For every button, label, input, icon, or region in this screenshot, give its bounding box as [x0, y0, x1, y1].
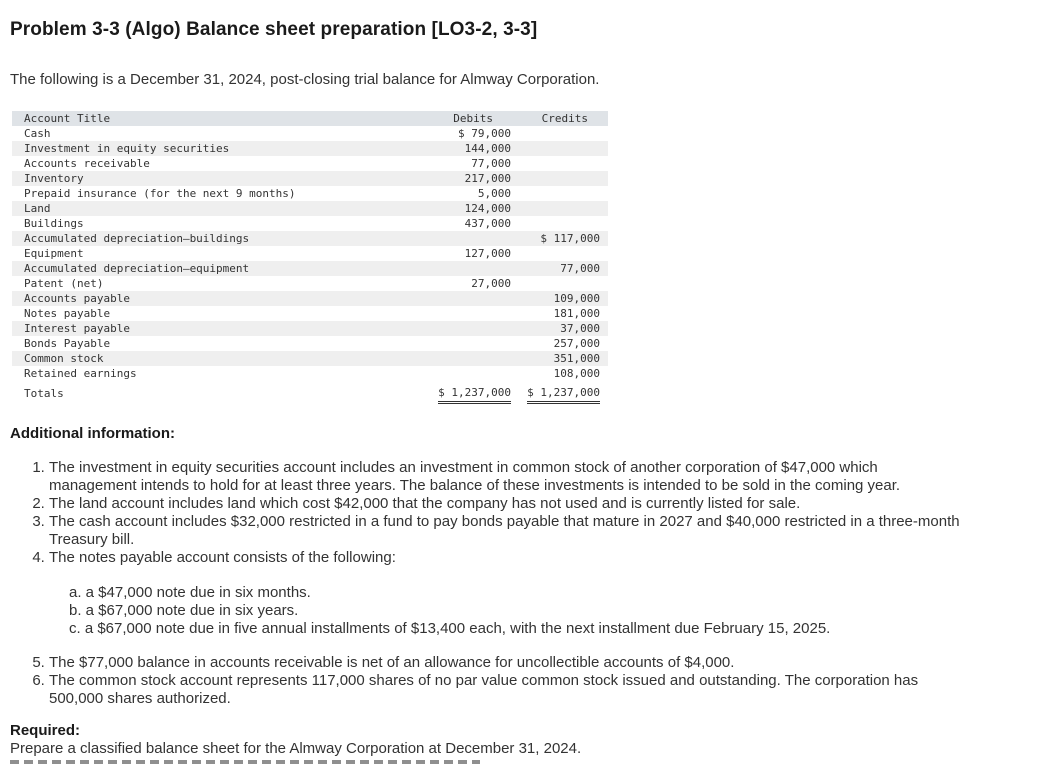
table-row: [12, 321, 608, 336]
table-row: [12, 201, 608, 216]
table-body: [12, 126, 608, 381]
credit-cell: 181,000: [553, 307, 600, 320]
table-row: [12, 306, 608, 321]
account-title-cell: Accounts receivable: [24, 157, 150, 170]
note-b: b. a $67,000 note due in six years.: [69, 602, 299, 619]
credit-cell: 109,000: [553, 292, 600, 305]
credit-cell: 257,000: [553, 337, 600, 350]
debit-cell: 144,000: [464, 142, 511, 155]
intro-text: The following is a December 31, 2024, post-closing trial balance for Almway Corporation.: [10, 71, 600, 88]
credit-cell: 77,000: [560, 262, 600, 275]
account-title-cell: Accounts payable: [24, 292, 130, 305]
account-title-cell: Buildings: [24, 217, 84, 230]
required-heading: Required:: [10, 722, 81, 739]
table-row: [12, 276, 608, 291]
debit-cell: 437,000: [464, 217, 511, 230]
info-item-4: [49, 549, 965, 638]
required-text: Prepare a classified balance sheet for the Almway Corporation at December 31, 2024.: [10, 740, 582, 757]
debit-cell: 5,000: [477, 187, 511, 200]
credit-cell: $ 117,000: [540, 232, 600, 245]
table-row: [12, 246, 608, 261]
account-title-cell: Inventory: [24, 172, 84, 185]
additional-info: [30, 459, 965, 708]
debit-cell: 77,000: [471, 157, 511, 170]
info-item-5: 5. The $77,000 balance in accounts receivable is net of an allowance for uncollectible accounts of $4,000.: [49, 654, 965, 672]
credit-cell: 37,000: [560, 322, 600, 335]
note-a: a. a $47,000 note due in six months.: [69, 584, 311, 601]
table-row: [12, 366, 608, 381]
header-debits: Debits: [453, 112, 493, 125]
info-item-2: 2. The land account includes land which cost $42,000 that the company has not used and is currently listed for sale.: [49, 495, 965, 513]
header-credits: Credits: [541, 112, 588, 125]
table-row: [12, 171, 608, 186]
debit-cell: 127,000: [464, 247, 511, 260]
credit-cell: 351,000: [553, 352, 600, 365]
totals-row: [12, 383, 608, 405]
debit-cell: 217,000: [464, 172, 511, 185]
account-title-cell: Land: [24, 202, 51, 215]
table-row: [12, 231, 608, 246]
info-item-4-text: The notes payable account consists of the following:: [49, 549, 396, 566]
table-row: [12, 291, 608, 306]
account-title-cell: Notes payable: [24, 307, 111, 320]
info-list: [30, 459, 965, 708]
trial-balance-table: [12, 111, 608, 405]
table-row: [12, 216, 608, 231]
account-title-cell: Common stock: [24, 352, 104, 365]
totals-credit: $ 1,237,000: [527, 385, 600, 404]
table-row: [12, 141, 608, 156]
account-title-cell: Patent (net): [24, 277, 104, 290]
table-row: [12, 261, 608, 276]
debit-cell: 27,000: [471, 277, 511, 290]
account-title-cell: Equipment: [24, 247, 84, 260]
table-header-row: [12, 111, 608, 126]
table-row: [12, 156, 608, 171]
note-c: c. a $67,000 note due in five annual installments of $13,400 each, with the next installment due February 15, 2025.: [69, 620, 831, 637]
account-title-cell: Interest payable: [24, 322, 130, 335]
account-title-cell: Accumulated depreciation—equipment: [24, 262, 250, 275]
header-account-title: Account Title: [24, 112, 111, 125]
account-title-cell: Accumulated depreciation—buildings: [24, 232, 250, 245]
account-title-cell: Cash: [24, 127, 51, 140]
account-title-cell: Bonds Payable: [24, 337, 111, 350]
table-row: [12, 186, 608, 201]
totals-label: Totals: [24, 387, 64, 400]
info-item-1: 1. The investment in equity securities account includes an investment in common stock of another corporation of $47,000 which management intends to hold for at least three years. The balance of these investments is intended to be sold in the coming year.: [49, 459, 965, 495]
table-row: [12, 126, 608, 141]
info-item-3: 3. The cash account includes $32,000 restricted in a fund to pay bonds payable that mature in 2027 and $40,000 restricted in a three-month Treasury bill.: [49, 513, 965, 549]
debit-cell: 124,000: [464, 202, 511, 215]
table-row: [12, 336, 608, 351]
notes-sublist: [49, 584, 965, 638]
truncated-text-line: [10, 760, 480, 764]
table-row: [12, 351, 608, 366]
totals-debit: $ 1,237,000: [438, 385, 511, 404]
account-title-cell: Prepaid insurance (for the next 9 months): [24, 187, 296, 200]
credit-cell: 108,000: [553, 367, 600, 380]
debit-cell: $ 79,000: [458, 127, 511, 140]
additional-info-heading: Additional information:: [10, 425, 175, 442]
page-title: Problem 3-3 (Algo) Balance sheet preparation [LO3-2, 3-3]: [10, 19, 538, 40]
account-title-cell: Retained earnings: [24, 367, 137, 380]
info-item-6: 6. The common stock account represents 117,000 shares of no par value common stock issued and outstanding. The corporation has 500,000 shares authorized.: [49, 672, 965, 708]
account-title-cell: Investment in equity securities: [24, 142, 230, 155]
